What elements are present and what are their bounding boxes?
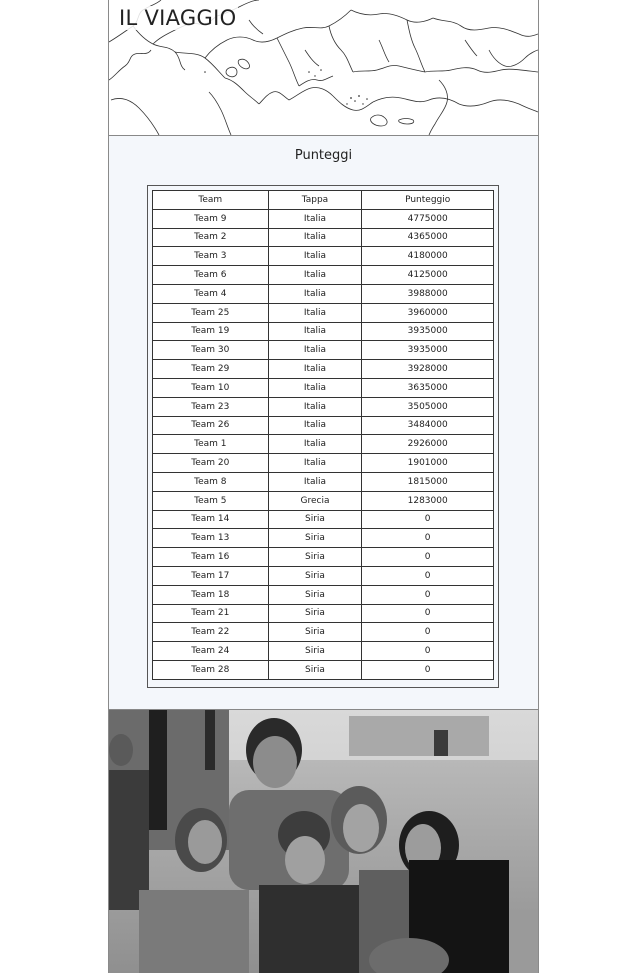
table-row <box>153 284 494 303</box>
table-row <box>153 341 494 360</box>
cell-team: Team 17 <box>153 566 269 585</box>
table-row <box>153 435 494 454</box>
cell-tappa: Siria <box>268 604 362 623</box>
cell-punteggio: 0 <box>362 510 494 529</box>
cell-team: Team 14 <box>153 510 269 529</box>
cell-team: Team 19 <box>153 322 269 341</box>
cell-team: Team 26 <box>153 416 269 435</box>
scores-title: Punteggi <box>294 148 353 163</box>
cell-punteggio: 0 <box>362 660 494 679</box>
table-row <box>153 397 494 416</box>
table-row <box>153 472 494 491</box>
table-row <box>153 510 494 529</box>
cell-team: Team 9 <box>153 209 269 228</box>
cell-punteggio: 3935000 <box>362 322 494 341</box>
table-row <box>153 491 494 510</box>
scores-table-frame <box>147 185 499 688</box>
cell-team: Team 23 <box>153 397 269 416</box>
cell-team: Team 22 <box>153 623 269 642</box>
cell-tappa: Italia <box>268 397 362 416</box>
cell-tappa: Italia <box>268 228 362 247</box>
cell-tappa: Siria <box>268 642 362 661</box>
table-row <box>153 303 494 322</box>
cell-punteggio: 0 <box>362 623 494 642</box>
table-row <box>153 228 494 247</box>
cell-punteggio: 4180000 <box>362 247 494 266</box>
cell-tappa: Italia <box>268 435 362 454</box>
cell-punteggio: 3484000 <box>362 416 494 435</box>
cell-punteggio: 3960000 <box>362 303 494 322</box>
scores-table-body <box>153 209 494 679</box>
table-row <box>153 247 494 266</box>
cell-tappa: Italia <box>268 303 362 322</box>
cell-punteggio: 0 <box>362 642 494 661</box>
table-row <box>153 378 494 397</box>
scores-section <box>109 136 538 710</box>
cell-tappa: Italia <box>268 472 362 491</box>
cell-punteggio: 0 <box>362 548 494 567</box>
cell-team: Team 30 <box>153 341 269 360</box>
cell-tappa: Italia <box>268 284 362 303</box>
cell-punteggio: 4775000 <box>362 209 494 228</box>
table-row <box>153 623 494 642</box>
table-row <box>153 416 494 435</box>
cell-tappa: Italia <box>268 266 362 285</box>
table-row <box>153 604 494 623</box>
table-row <box>153 642 494 661</box>
page-column <box>108 0 539 973</box>
table-row <box>153 266 494 285</box>
cell-tappa: Italia <box>268 454 362 473</box>
table-row <box>153 454 494 473</box>
cell-tappa: Italia <box>268 341 362 360</box>
table-row <box>153 566 494 585</box>
cell-team: Team 5 <box>153 491 269 510</box>
column-header-tappa: Tappa <box>268 191 362 210</box>
table-row <box>153 660 494 679</box>
column-header-punteggio: Punteggio <box>362 191 494 210</box>
cell-team: Team 6 <box>153 266 269 285</box>
cell-punteggio: 0 <box>362 566 494 585</box>
cell-team: Team 1 <box>153 435 269 454</box>
cell-punteggio: 3635000 <box>362 378 494 397</box>
cell-team: Team 18 <box>153 585 269 604</box>
cell-tappa: Italia <box>268 416 362 435</box>
column-header-team: Team <box>153 191 269 210</box>
cell-punteggio: 2926000 <box>362 435 494 454</box>
cell-tappa: Italia <box>268 360 362 379</box>
cell-team: Team 3 <box>153 247 269 266</box>
cell-punteggio: 3928000 <box>362 360 494 379</box>
cell-punteggio: 3935000 <box>362 341 494 360</box>
cell-tappa: Siria <box>268 623 362 642</box>
table-row <box>153 322 494 341</box>
cell-punteggio: 3988000 <box>362 284 494 303</box>
cell-team: Team 29 <box>153 360 269 379</box>
cell-punteggio: 3505000 <box>362 397 494 416</box>
cell-team: Team 13 <box>153 529 269 548</box>
cell-punteggio: 4365000 <box>362 228 494 247</box>
cell-tappa: Italia <box>268 209 362 228</box>
site-title: IL VIAGGIO <box>119 6 237 30</box>
group-photo-icon <box>109 710 538 973</box>
cell-team: Team 8 <box>153 472 269 491</box>
cell-tappa: Siria <box>268 566 362 585</box>
cell-punteggio: 1815000 <box>362 472 494 491</box>
cell-team: Team 24 <box>153 642 269 661</box>
table-row <box>153 548 494 567</box>
table-row <box>153 529 494 548</box>
cell-tappa: Siria <box>268 510 362 529</box>
cell-tappa: Italia <box>268 247 362 266</box>
cell-team: Team 25 <box>153 303 269 322</box>
cell-team: Team 16 <box>153 548 269 567</box>
group-photo <box>109 710 538 973</box>
cell-team: Team 20 <box>153 454 269 473</box>
cell-tappa: Siria <box>268 548 362 567</box>
header-banner <box>109 0 538 136</box>
cell-team: Team 4 <box>153 284 269 303</box>
cell-tappa: Grecia <box>268 491 362 510</box>
table-row <box>153 360 494 379</box>
cell-tappa: Siria <box>268 585 362 604</box>
cell-punteggio: 0 <box>362 585 494 604</box>
cell-team: Team 2 <box>153 228 269 247</box>
cell-tappa: Siria <box>268 529 362 548</box>
cell-team: Team 28 <box>153 660 269 679</box>
cell-team: Team 10 <box>153 378 269 397</box>
cell-punteggio: 0 <box>362 529 494 548</box>
table-row <box>153 209 494 228</box>
cell-tappa: Siria <box>268 660 362 679</box>
scores-table <box>152 190 494 680</box>
cell-punteggio: 1901000 <box>362 454 494 473</box>
cell-punteggio: 4125000 <box>362 266 494 285</box>
table-row <box>153 585 494 604</box>
cell-tappa: Italia <box>268 378 362 397</box>
table-header-row <box>153 191 494 210</box>
cell-team: Team 21 <box>153 604 269 623</box>
cell-punteggio: 1283000 <box>362 491 494 510</box>
cell-punteggio: 0 <box>362 604 494 623</box>
cell-tappa: Italia <box>268 322 362 341</box>
